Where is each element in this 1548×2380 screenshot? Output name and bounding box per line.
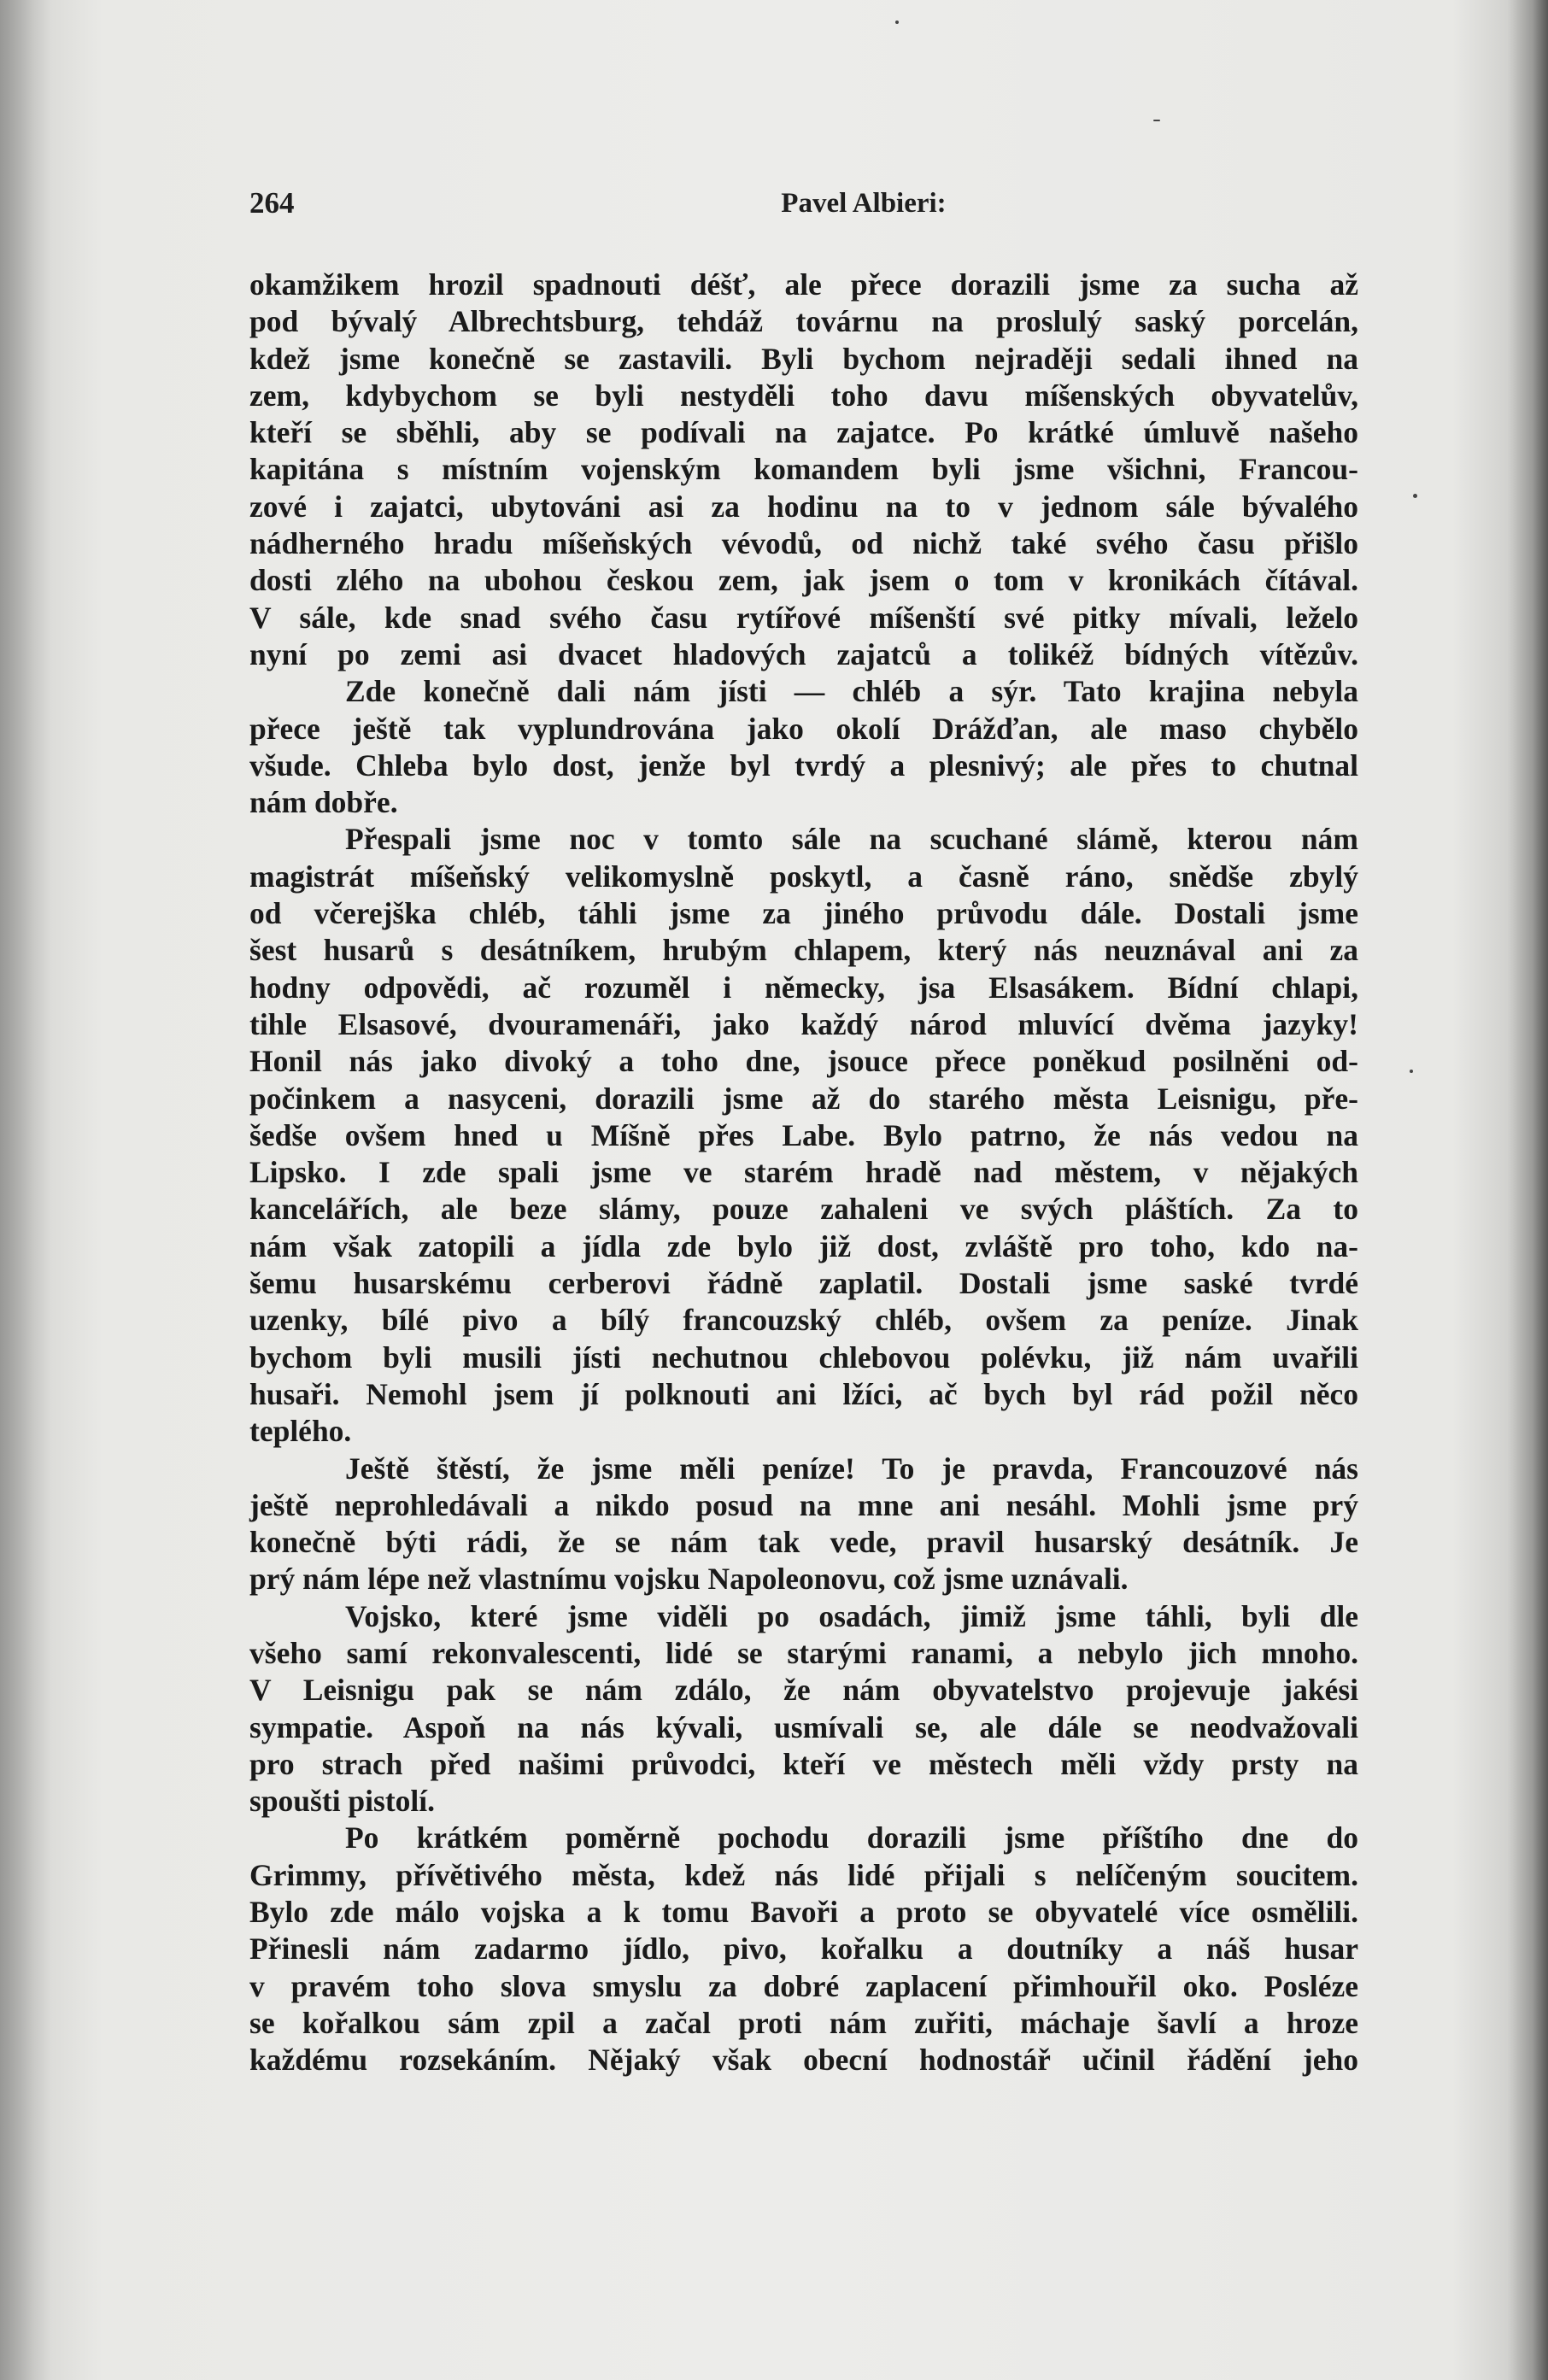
text-line: Grimmy, přívětivého města, kdež nás lidé přijali s nelíčeným soucitem.: [249, 1857, 1358, 1892]
text-line: kteří se sběhli, aby se podívali na zajatce. Po krátké úmluvě našeho: [249, 415, 1358, 450]
text-line: šemu husarskému cerberovi řádně zaplatil. Dostali jsme saské tvrdé: [249, 1266, 1358, 1301]
body-text: [249, 267, 1358, 2079]
page-header: [249, 186, 1358, 231]
text-line: nyní po zemi asi dvacet hladových zajatců a tolikéž bídných vítězův.: [249, 636, 1358, 671]
text-line: Honil nás jako divoký a toho dne, jsouce přece poněkud posilněni od-: [249, 1044, 1358, 1079]
text-line: hodny odpovědi, ač rozuměl i německy, jsa Elsasákem. Bídní chlapi,: [249, 970, 1358, 1005]
text-line: zové i zajatci, ubytováni asi za hodinu na to v jednom sále bývalého: [249, 489, 1358, 524]
text-line: pod bývalý Albrechtsburg, tehdáž továrnu na proslulý saský porcelán,: [249, 304, 1358, 339]
text-line: kancelářích, ale beze slámy, pouze zahaleni ve svých pláštích. Za to: [249, 1192, 1358, 1227]
text-line: se kořalkou sám zpil a začal proti nám zuřiti, máchaje šavlí a hroze: [249, 2005, 1358, 2040]
text-line: konečně býti rádi, že se nám tak vede, pravil husarský desátník. Je: [249, 1525, 1358, 1560]
dust-speck: [1410, 1070, 1413, 1073]
text-line: okamžikem hrozil spadnouti déšť, ale přece dorazili jsme za sucha až: [249, 267, 1358, 302]
text-line: sympatie. Aspoň na nás kývali, usmívali se, ale dále se neodvažovali: [249, 1709, 1358, 1744]
text-line: zem, kdybychom se byli nestyděli toho davu míšenských obyvatelův,: [249, 378, 1358, 413]
text-line: tihle Elsasové, dvouramenáři, jako každý národ mluvící dvěma jazyky!: [249, 1006, 1358, 1041]
page-right-shadow: [1507, 0, 1548, 2380]
text-line: Lipsko. I zde spali jsme ve starém hradě nad městem, v nějakých: [249, 1155, 1358, 1190]
text-line: Po krátkém poměrně pochodu dorazili jsme příštího dne do: [345, 1820, 1358, 1855]
text-line: dosti zlého na ubohou českou zem, jak jsem o tom v kronikách čítával.: [249, 563, 1358, 598]
text-line: šedše ovšem hned u Míšně přes Labe. Bylo patrno, že nás vedou na: [249, 1117, 1358, 1152]
text-line: všeho samí rekonvalescenti, lidé se starými ranami, a nebylo jich mnoho.: [249, 1635, 1358, 1670]
text-line: ještě neprohledávali a nikdo posud na mne ani nesáhl. Mohli jsme prý: [249, 1487, 1358, 1522]
text-line: magistrát míšeňský velikomyslně poskytl, a časně ráno, snědše zbylý: [249, 859, 1358, 894]
text-line: husaři. Nemohl jsem jí polknouti ani lžíci, ač bych byl rád požil něco: [249, 1376, 1358, 1411]
dust-speck: [895, 21, 899, 24]
running-head: Pavel Albieri:: [781, 188, 947, 219]
text-line: Přinesli nám zadarmo jídlo, pivo, kořalku a doutníky a náš husar: [249, 1932, 1358, 1967]
text-line: Bylo zde málo vojska a k tomu Bavoři a proto se obyvatelé více osmělili.: [249, 1895, 1358, 1930]
text-line: kapitána s místním vojenským komandem byli jsme všichni, Francou-: [249, 452, 1358, 487]
text-line: spoušti pistolí.: [249, 1784, 436, 1819]
text-line: Vojsko, které jsme viděli po osadách, jimiž jsme táhli, byli dle: [345, 1598, 1358, 1633]
text-line: od včerejška chléb, táhli jsme za jiného průvodu dále. Dostali jsme: [249, 896, 1358, 931]
text-line: počinkem a nasyceni, dorazili jsme až do starého města Leisnigu, pře-: [249, 1081, 1358, 1116]
text-line: prý nám lépe než vlastnímu vojsku Napoleonovu, což jsme uznávali.: [249, 1562, 1129, 1597]
text-line: pro strach před našimi průvodci, kteří ve městech měli vždy prsty na: [249, 1746, 1358, 1781]
dust-speck: [1153, 120, 1160, 121]
text-line: nám dobře.: [249, 785, 398, 820]
text-line: přece ještě tak vyplundrována jako okolí Drážďan, ale maso chybělo: [249, 711, 1358, 746]
text-line: Přespali jsme noc v tomto sále na scuchané slámě, kterou nám: [345, 822, 1358, 857]
text-line: kdež jsme konečně se zastavili. Byli bychom nejraději sedali ihned na: [249, 341, 1358, 376]
dust-speck: [1413, 494, 1417, 498]
text-line: nám však zatopili a jídla zde bylo již dost, zvláště pro toho, kdo na-: [249, 1228, 1358, 1263]
text-line: uzenky, bílé pivo a bílý francouzský chléb, ovšem za peníze. Jinak: [249, 1303, 1358, 1338]
text-line: Ještě štěstí, že jsme měli peníze! To je pravda, Francouzové nás: [345, 1451, 1358, 1486]
text-line: teplého.: [249, 1414, 352, 1449]
page-left-shadow: [0, 0, 51, 2380]
text-line: každému rozsekáním. Nějaký však obecní hodnostář učinil řádění jeho: [249, 2043, 1358, 2078]
text-line: nádherného hradu míšeňských vévodů, od nichž také svého času přišlo: [249, 526, 1358, 561]
text-line: v pravém toho slova smyslu za dobré zaplacení přimhouřil oko. Posléze: [249, 1968, 1358, 2003]
text-line: V Leisnigu pak se nám zdálo, že nám obyvatelstvo projevuje jakési: [249, 1673, 1358, 1708]
text-line: bychom byli musili jísti nechutnou chlebovou polévku, již nám uvařili: [249, 1339, 1358, 1375]
text-line: V sále, kde snad svého času rytířové míšenští své pitky mívali, leželo: [249, 600, 1358, 635]
page-number: 264: [249, 186, 295, 220]
text-line: šest husarů s desátníkem, hrubým chlapem, který nás neuznával ani za: [249, 933, 1358, 968]
text-line: Zde konečně dali nám jísti — chléb a sýr. Tato krajina nebyla: [345, 674, 1358, 709]
text-line: všude. Chleba bylo dost, jenže byl tvrdý a plesnivý; ale přes to chutnal: [249, 747, 1358, 783]
